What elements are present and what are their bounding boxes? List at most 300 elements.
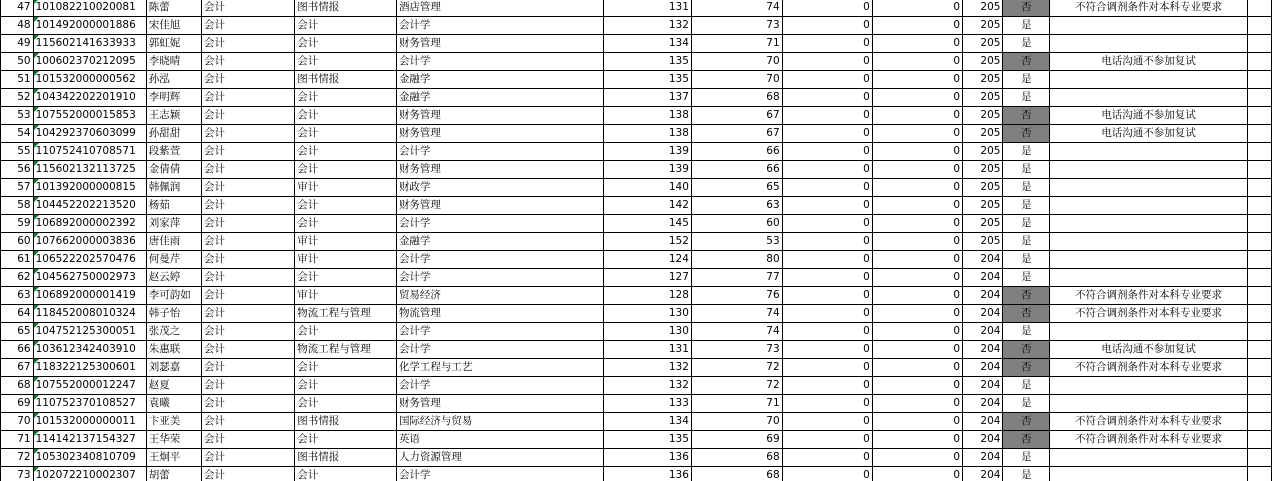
score-cell[interactable]: 60 [691,215,782,233]
undergrad-major-cell[interactable]: 财务管理 [396,161,603,179]
score-cell[interactable]: 0 [782,143,872,161]
note-cell[interactable]: 电话沟通不参加复试 [1050,107,1247,125]
direction-cell[interactable]: 会计 [295,35,397,53]
major-cell[interactable]: 会计 [201,89,294,107]
eligible-cell[interactable]: 否 [1003,341,1050,359]
name-cell[interactable]: 王志颖 [146,107,201,125]
candidate-id-cell[interactable]: 114142137154327 [33,431,146,449]
direction-cell[interactable]: 会计 [295,395,397,413]
major-cell[interactable]: 会计 [201,449,294,467]
score-cell[interactable]: 131 [604,341,692,359]
major-cell[interactable]: 会计 [201,215,294,233]
empty-cell[interactable] [1247,413,1271,431]
direction-cell[interactable]: 会计 [295,467,397,481]
score-cell[interactable]: 80 [691,251,782,269]
score-cell[interactable]: 135 [604,71,692,89]
score-cell[interactable]: 0 [782,359,872,377]
score-cell[interactable]: 72 [691,377,782,395]
candidate-id-cell[interactable]: 106892000001419 [33,287,146,305]
score-cell[interactable]: 0 [782,0,872,17]
note-cell[interactable]: 不符合调剂条件对本科专业要求 [1050,305,1247,323]
major-cell[interactable]: 会计 [201,341,294,359]
eligible-cell[interactable]: 是 [1003,467,1050,481]
direction-cell[interactable]: 会计 [295,53,397,71]
score-cell[interactable]: 138 [604,107,692,125]
name-cell[interactable]: 李可韵如 [146,287,201,305]
direction-cell[interactable]: 会计 [295,161,397,179]
major-cell[interactable]: 会计 [201,359,294,377]
name-cell[interactable]: 张茂之 [146,323,201,341]
note-cell[interactable]: 不符合调剂条件对本科专业要求 [1050,359,1247,377]
score-cell[interactable]: 142 [604,197,692,215]
eligible-cell[interactable]: 是 [1003,17,1050,35]
undergrad-major-cell[interactable]: 财务管理 [396,125,603,143]
undergrad-major-cell[interactable]: 会计学 [396,215,603,233]
undergrad-major-cell[interactable]: 金融学 [396,89,603,107]
eligible-cell[interactable]: 否 [1003,0,1050,17]
undergrad-major-cell[interactable]: 国际经济与贸易 [396,413,603,431]
name-cell[interactable]: 何曼芹 [146,251,201,269]
major-cell[interactable]: 会计 [201,395,294,413]
score-cell[interactable]: 0 [872,215,962,233]
score-cell[interactable]: 0 [872,107,962,125]
name-cell[interactable]: 刘瑟嘉 [146,359,201,377]
name-cell[interactable]: 赵云婷 [146,269,201,287]
score-cell[interactable]: 130 [604,305,692,323]
candidate-id-cell[interactable]: 101532000000562 [33,71,146,89]
row-number-cell[interactable]: 47 [1,0,34,17]
score-cell[interactable]: 74 [691,323,782,341]
total-score-cell[interactable]: 204 [963,395,1003,413]
eligible-cell[interactable]: 否 [1003,53,1050,71]
score-cell[interactable]: 69 [691,431,782,449]
row-number-cell[interactable]: 67 [1,359,34,377]
score-cell[interactable]: 0 [782,395,872,413]
total-score-cell[interactable]: 205 [963,215,1003,233]
direction-cell[interactable]: 图书情报 [295,0,397,17]
score-cell[interactable]: 138 [604,125,692,143]
undergrad-major-cell[interactable]: 财务管理 [396,107,603,125]
major-cell[interactable]: 会计 [201,305,294,323]
eligible-cell[interactable]: 否 [1003,107,1050,125]
undergrad-major-cell[interactable]: 物流管理 [396,305,603,323]
eligible-cell[interactable]: 否 [1003,125,1050,143]
total-score-cell[interactable]: 205 [963,35,1003,53]
row-number-cell[interactable]: 66 [1,341,34,359]
score-cell[interactable]: 136 [604,467,692,481]
eligible-cell[interactable]: 是 [1003,449,1050,467]
score-cell[interactable]: 0 [782,413,872,431]
score-cell[interactable]: 0 [782,179,872,197]
score-cell[interactable]: 132 [604,377,692,395]
score-cell[interactable]: 67 [691,125,782,143]
score-cell[interactable]: 0 [782,341,872,359]
major-cell[interactable]: 会计 [201,467,294,481]
empty-cell[interactable] [1247,467,1271,481]
undergrad-major-cell[interactable]: 会计学 [396,17,603,35]
score-cell[interactable]: 0 [782,467,872,481]
eligible-cell[interactable]: 是 [1003,179,1050,197]
note-cell[interactable] [1050,251,1247,269]
empty-cell[interactable] [1247,35,1271,53]
score-cell[interactable]: 0 [872,125,962,143]
score-cell[interactable]: 0 [872,377,962,395]
score-cell[interactable]: 134 [604,413,692,431]
name-cell[interactable]: 宋佳旭 [146,17,201,35]
direction-cell[interactable]: 审计 [295,233,397,251]
empty-cell[interactable] [1247,89,1271,107]
candidate-id-cell[interactable]: 110752410708571 [33,143,146,161]
score-cell[interactable]: 71 [691,35,782,53]
note-cell[interactable] [1050,215,1247,233]
name-cell[interactable]: 王华荣 [146,431,201,449]
candidate-id-cell[interactable]: 104342202201910 [33,89,146,107]
eligible-cell[interactable]: 是 [1003,215,1050,233]
direction-cell[interactable]: 会计 [295,107,397,125]
score-cell[interactable]: 70 [691,71,782,89]
score-cell[interactable]: 0 [872,287,962,305]
score-cell[interactable]: 0 [872,467,962,481]
candidate-id-cell[interactable]: 103612342403910 [33,341,146,359]
row-number-cell[interactable]: 63 [1,287,34,305]
score-cell[interactable]: 0 [872,233,962,251]
score-cell[interactable]: 0 [872,359,962,377]
score-cell[interactable]: 140 [604,179,692,197]
note-cell[interactable]: 不符合调剂条件对本科专业要求 [1050,0,1247,17]
score-cell[interactable]: 66 [691,143,782,161]
note-cell[interactable]: 不符合调剂条件对本科专业要求 [1050,413,1247,431]
score-cell[interactable]: 0 [872,179,962,197]
note-cell[interactable] [1050,233,1247,251]
score-cell[interactable]: 0 [872,341,962,359]
note-cell[interactable] [1050,467,1247,481]
undergrad-major-cell[interactable]: 财务管理 [396,395,603,413]
score-cell[interactable]: 68 [691,449,782,467]
name-cell[interactable]: 杨茹 [146,197,201,215]
row-number-cell[interactable]: 69 [1,395,34,413]
name-cell[interactable]: 朱惠联 [146,341,201,359]
empty-cell[interactable] [1247,233,1271,251]
score-cell[interactable]: 0 [872,89,962,107]
score-cell[interactable]: 0 [872,251,962,269]
candidate-id-cell[interactable]: 105302340810709 [33,449,146,467]
score-cell[interactable]: 0 [872,413,962,431]
score-cell[interactable]: 53 [691,233,782,251]
direction-cell[interactable]: 图书情报 [295,71,397,89]
row-number-cell[interactable]: 57 [1,179,34,197]
name-cell[interactable]: 刘家萍 [146,215,201,233]
score-cell[interactable]: 0 [872,35,962,53]
note-cell[interactable] [1050,197,1247,215]
score-cell[interactable]: 0 [872,71,962,89]
major-cell[interactable]: 会计 [201,0,294,17]
score-cell[interactable]: 0 [872,53,962,71]
score-cell[interactable]: 0 [782,17,872,35]
total-score-cell[interactable]: 205 [963,17,1003,35]
major-cell[interactable]: 会计 [201,233,294,251]
undergrad-major-cell[interactable]: 化学工程与工艺 [396,359,603,377]
name-cell[interactable]: 陈蕾 [146,0,201,17]
score-cell[interactable]: 0 [782,215,872,233]
eligible-cell[interactable]: 是 [1003,323,1050,341]
candidate-id-cell[interactable]: 101492000001886 [33,17,146,35]
row-number-cell[interactable]: 58 [1,197,34,215]
name-cell[interactable]: 孙泓 [146,71,201,89]
score-cell[interactable]: 0 [782,89,872,107]
total-score-cell[interactable]: 205 [963,197,1003,215]
empty-cell[interactable] [1247,125,1271,143]
score-cell[interactable]: 145 [604,215,692,233]
row-number-cell[interactable]: 73 [1,467,34,481]
row-number-cell[interactable]: 50 [1,53,34,71]
row-number-cell[interactable]: 60 [1,233,34,251]
major-cell[interactable]: 会计 [201,161,294,179]
score-cell[interactable]: 0 [782,125,872,143]
score-cell[interactable]: 77 [691,269,782,287]
score-cell[interactable]: 137 [604,89,692,107]
total-score-cell[interactable]: 205 [963,143,1003,161]
empty-cell[interactable] [1247,161,1271,179]
score-cell[interactable]: 0 [782,71,872,89]
row-number-cell[interactable]: 52 [1,89,34,107]
note-cell[interactable] [1050,89,1247,107]
name-cell[interactable]: 袁曦 [146,395,201,413]
name-cell[interactable]: 韩子怡 [146,305,201,323]
undergrad-major-cell[interactable]: 会计学 [396,269,603,287]
total-score-cell[interactable]: 204 [963,467,1003,481]
score-cell[interactable]: 71 [691,395,782,413]
candidate-id-cell[interactable]: 100602370212095 [33,53,146,71]
score-cell[interactable]: 65 [691,179,782,197]
empty-cell[interactable] [1247,71,1271,89]
eligible-cell[interactable]: 是 [1003,161,1050,179]
candidate-id-cell[interactable]: 107552000012247 [33,377,146,395]
eligible-cell[interactable]: 否 [1003,431,1050,449]
score-cell[interactable]: 70 [691,53,782,71]
empty-cell[interactable] [1247,341,1271,359]
candidate-id-cell[interactable]: 106522202570476 [33,251,146,269]
score-cell[interactable]: 152 [604,233,692,251]
direction-cell[interactable]: 会计 [295,377,397,395]
score-cell[interactable]: 0 [782,251,872,269]
undergrad-major-cell[interactable]: 财务管理 [396,197,603,215]
score-cell[interactable]: 68 [691,89,782,107]
score-cell[interactable]: 127 [604,269,692,287]
empty-cell[interactable] [1247,377,1271,395]
empty-cell[interactable] [1247,53,1271,71]
note-cell[interactable]: 电话沟通不参加复试 [1050,125,1247,143]
total-score-cell[interactable]: 204 [963,431,1003,449]
empty-cell[interactable] [1247,143,1271,161]
score-cell[interactable]: 132 [604,359,692,377]
candidate-id-cell[interactable]: 101082210020081 [33,0,146,17]
name-cell[interactable]: 唐佳雨 [146,233,201,251]
row-number-cell[interactable]: 55 [1,143,34,161]
direction-cell[interactable]: 会计 [295,89,397,107]
candidate-id-cell[interactable]: 104562750002973 [33,269,146,287]
score-cell[interactable]: 0 [872,269,962,287]
score-cell[interactable]: 74 [691,305,782,323]
major-cell[interactable]: 会计 [201,269,294,287]
total-score-cell[interactable]: 204 [963,377,1003,395]
candidate-id-cell[interactable]: 118322125300601 [33,359,146,377]
score-cell[interactable]: 0 [782,377,872,395]
total-score-cell[interactable]: 204 [963,323,1003,341]
eligible-cell[interactable]: 是 [1003,35,1050,53]
score-cell[interactable]: 0 [782,305,872,323]
score-cell[interactable]: 134 [604,35,692,53]
score-cell[interactable]: 0 [872,305,962,323]
score-cell[interactable]: 63 [691,197,782,215]
total-score-cell[interactable]: 204 [963,413,1003,431]
score-cell[interactable]: 0 [872,17,962,35]
major-cell[interactable]: 会计 [201,377,294,395]
direction-cell[interactable]: 物流工程与管理 [295,341,397,359]
note-cell[interactable] [1050,269,1247,287]
empty-cell[interactable] [1247,305,1271,323]
empty-cell[interactable] [1247,0,1271,17]
score-cell[interactable]: 131 [604,0,692,17]
score-cell[interactable]: 139 [604,143,692,161]
total-score-cell[interactable]: 205 [963,107,1003,125]
score-cell[interactable]: 0 [782,431,872,449]
empty-cell[interactable] [1247,197,1271,215]
candidate-id-cell[interactable]: 101532000000011 [33,413,146,431]
undergrad-major-cell[interactable]: 会计学 [396,143,603,161]
name-cell[interactable]: 金倩倩 [146,161,201,179]
total-score-cell[interactable]: 205 [963,161,1003,179]
eligible-cell[interactable]: 否 [1003,413,1050,431]
row-number-cell[interactable]: 56 [1,161,34,179]
score-cell[interactable]: 0 [782,323,872,341]
empty-cell[interactable] [1247,395,1271,413]
undergrad-major-cell[interactable]: 财政学 [396,179,603,197]
empty-cell[interactable] [1247,449,1271,467]
note-cell[interactable] [1050,395,1247,413]
score-cell[interactable]: 0 [782,197,872,215]
total-score-cell[interactable]: 204 [963,269,1003,287]
eligible-cell[interactable]: 否 [1003,305,1050,323]
row-number-cell[interactable]: 65 [1,323,34,341]
total-score-cell[interactable]: 205 [963,0,1003,17]
note-cell[interactable] [1050,71,1247,89]
major-cell[interactable]: 会计 [201,53,294,71]
note-cell[interactable] [1050,17,1247,35]
score-cell[interactable]: 0 [782,53,872,71]
row-number-cell[interactable]: 64 [1,305,34,323]
direction-cell[interactable]: 审计 [295,179,397,197]
major-cell[interactable]: 会计 [201,323,294,341]
undergrad-major-cell[interactable]: 会计学 [396,251,603,269]
direction-cell[interactable]: 会计 [295,143,397,161]
score-cell[interactable]: 72 [691,359,782,377]
direction-cell[interactable]: 审计 [295,251,397,269]
row-number-cell[interactable]: 70 [1,413,34,431]
score-cell[interactable]: 135 [604,53,692,71]
total-score-cell[interactable]: 205 [963,53,1003,71]
score-cell[interactable]: 135 [604,431,692,449]
total-score-cell[interactable]: 204 [963,359,1003,377]
major-cell[interactable]: 会计 [201,71,294,89]
score-cell[interactable]: 70 [691,413,782,431]
undergrad-major-cell[interactable]: 会计学 [396,53,603,71]
candidate-id-cell[interactable]: 104752125300051 [33,323,146,341]
empty-cell[interactable] [1247,323,1271,341]
note-cell[interactable]: 电话沟通不参加复试 [1050,341,1247,359]
major-cell[interactable]: 会计 [201,107,294,125]
name-cell[interactable]: 李晓晴 [146,53,201,71]
candidate-id-cell[interactable]: 107552000015853 [33,107,146,125]
candidate-id-cell[interactable]: 110752370108527 [33,395,146,413]
row-number-cell[interactable]: 59 [1,215,34,233]
major-cell[interactable]: 会计 [201,17,294,35]
eligible-cell[interactable]: 是 [1003,89,1050,107]
empty-cell[interactable] [1247,107,1271,125]
major-cell[interactable]: 会计 [201,197,294,215]
score-cell[interactable]: 66 [691,161,782,179]
major-cell[interactable]: 会计 [201,125,294,143]
undergrad-major-cell[interactable]: 酒店管理 [396,0,603,17]
eligible-cell[interactable]: 是 [1003,251,1050,269]
direction-cell[interactable]: 物流工程与管理 [295,305,397,323]
score-cell[interactable]: 0 [872,197,962,215]
eligible-cell[interactable]: 是 [1003,143,1050,161]
undergrad-major-cell[interactable]: 贸易经济 [396,287,603,305]
undergrad-major-cell[interactable]: 财务管理 [396,35,603,53]
major-cell[interactable]: 会计 [201,35,294,53]
total-score-cell[interactable]: 205 [963,233,1003,251]
note-cell[interactable]: 电话沟通不参加复试 [1050,53,1247,71]
total-score-cell[interactable]: 204 [963,287,1003,305]
direction-cell[interactable]: 会计 [295,359,397,377]
name-cell[interactable]: 韩佩润 [146,179,201,197]
direction-cell[interactable]: 会计 [295,431,397,449]
total-score-cell[interactable]: 204 [963,251,1003,269]
total-score-cell[interactable]: 205 [963,89,1003,107]
score-cell[interactable]: 74 [691,0,782,17]
undergrad-major-cell[interactable]: 会计学 [396,323,603,341]
major-cell[interactable]: 会计 [201,251,294,269]
score-cell[interactable]: 0 [872,161,962,179]
score-cell[interactable]: 0 [872,449,962,467]
name-cell[interactable]: 卞亚美 [146,413,201,431]
empty-cell[interactable] [1247,359,1271,377]
empty-cell[interactable] [1247,287,1271,305]
candidate-id-cell[interactable]: 101392000000815 [33,179,146,197]
major-cell[interactable]: 会计 [201,143,294,161]
score-cell[interactable]: 136 [604,449,692,467]
name-cell[interactable]: 王炯平 [146,449,201,467]
eligible-cell[interactable]: 是 [1003,197,1050,215]
eligible-cell[interactable]: 是 [1003,377,1050,395]
score-cell[interactable]: 0 [872,323,962,341]
eligible-cell[interactable]: 是 [1003,395,1050,413]
eligible-cell[interactable]: 否 [1003,359,1050,377]
candidate-id-cell[interactable]: 104452202213520 [33,197,146,215]
direction-cell[interactable]: 审计 [295,287,397,305]
score-cell[interactable]: 128 [604,287,692,305]
note-cell[interactable]: 不符合调剂条件对本科专业要求 [1050,287,1247,305]
row-number-cell[interactable]: 49 [1,35,34,53]
undergrad-major-cell[interactable]: 会计学 [396,467,603,481]
score-cell[interactable]: 0 [782,269,872,287]
total-score-cell[interactable]: 204 [963,305,1003,323]
score-cell[interactable]: 0 [782,35,872,53]
score-cell[interactable]: 132 [604,17,692,35]
score-cell[interactable]: 0 [782,107,872,125]
name-cell[interactable]: 胡蕾 [146,467,201,481]
total-score-cell[interactable]: 204 [963,341,1003,359]
